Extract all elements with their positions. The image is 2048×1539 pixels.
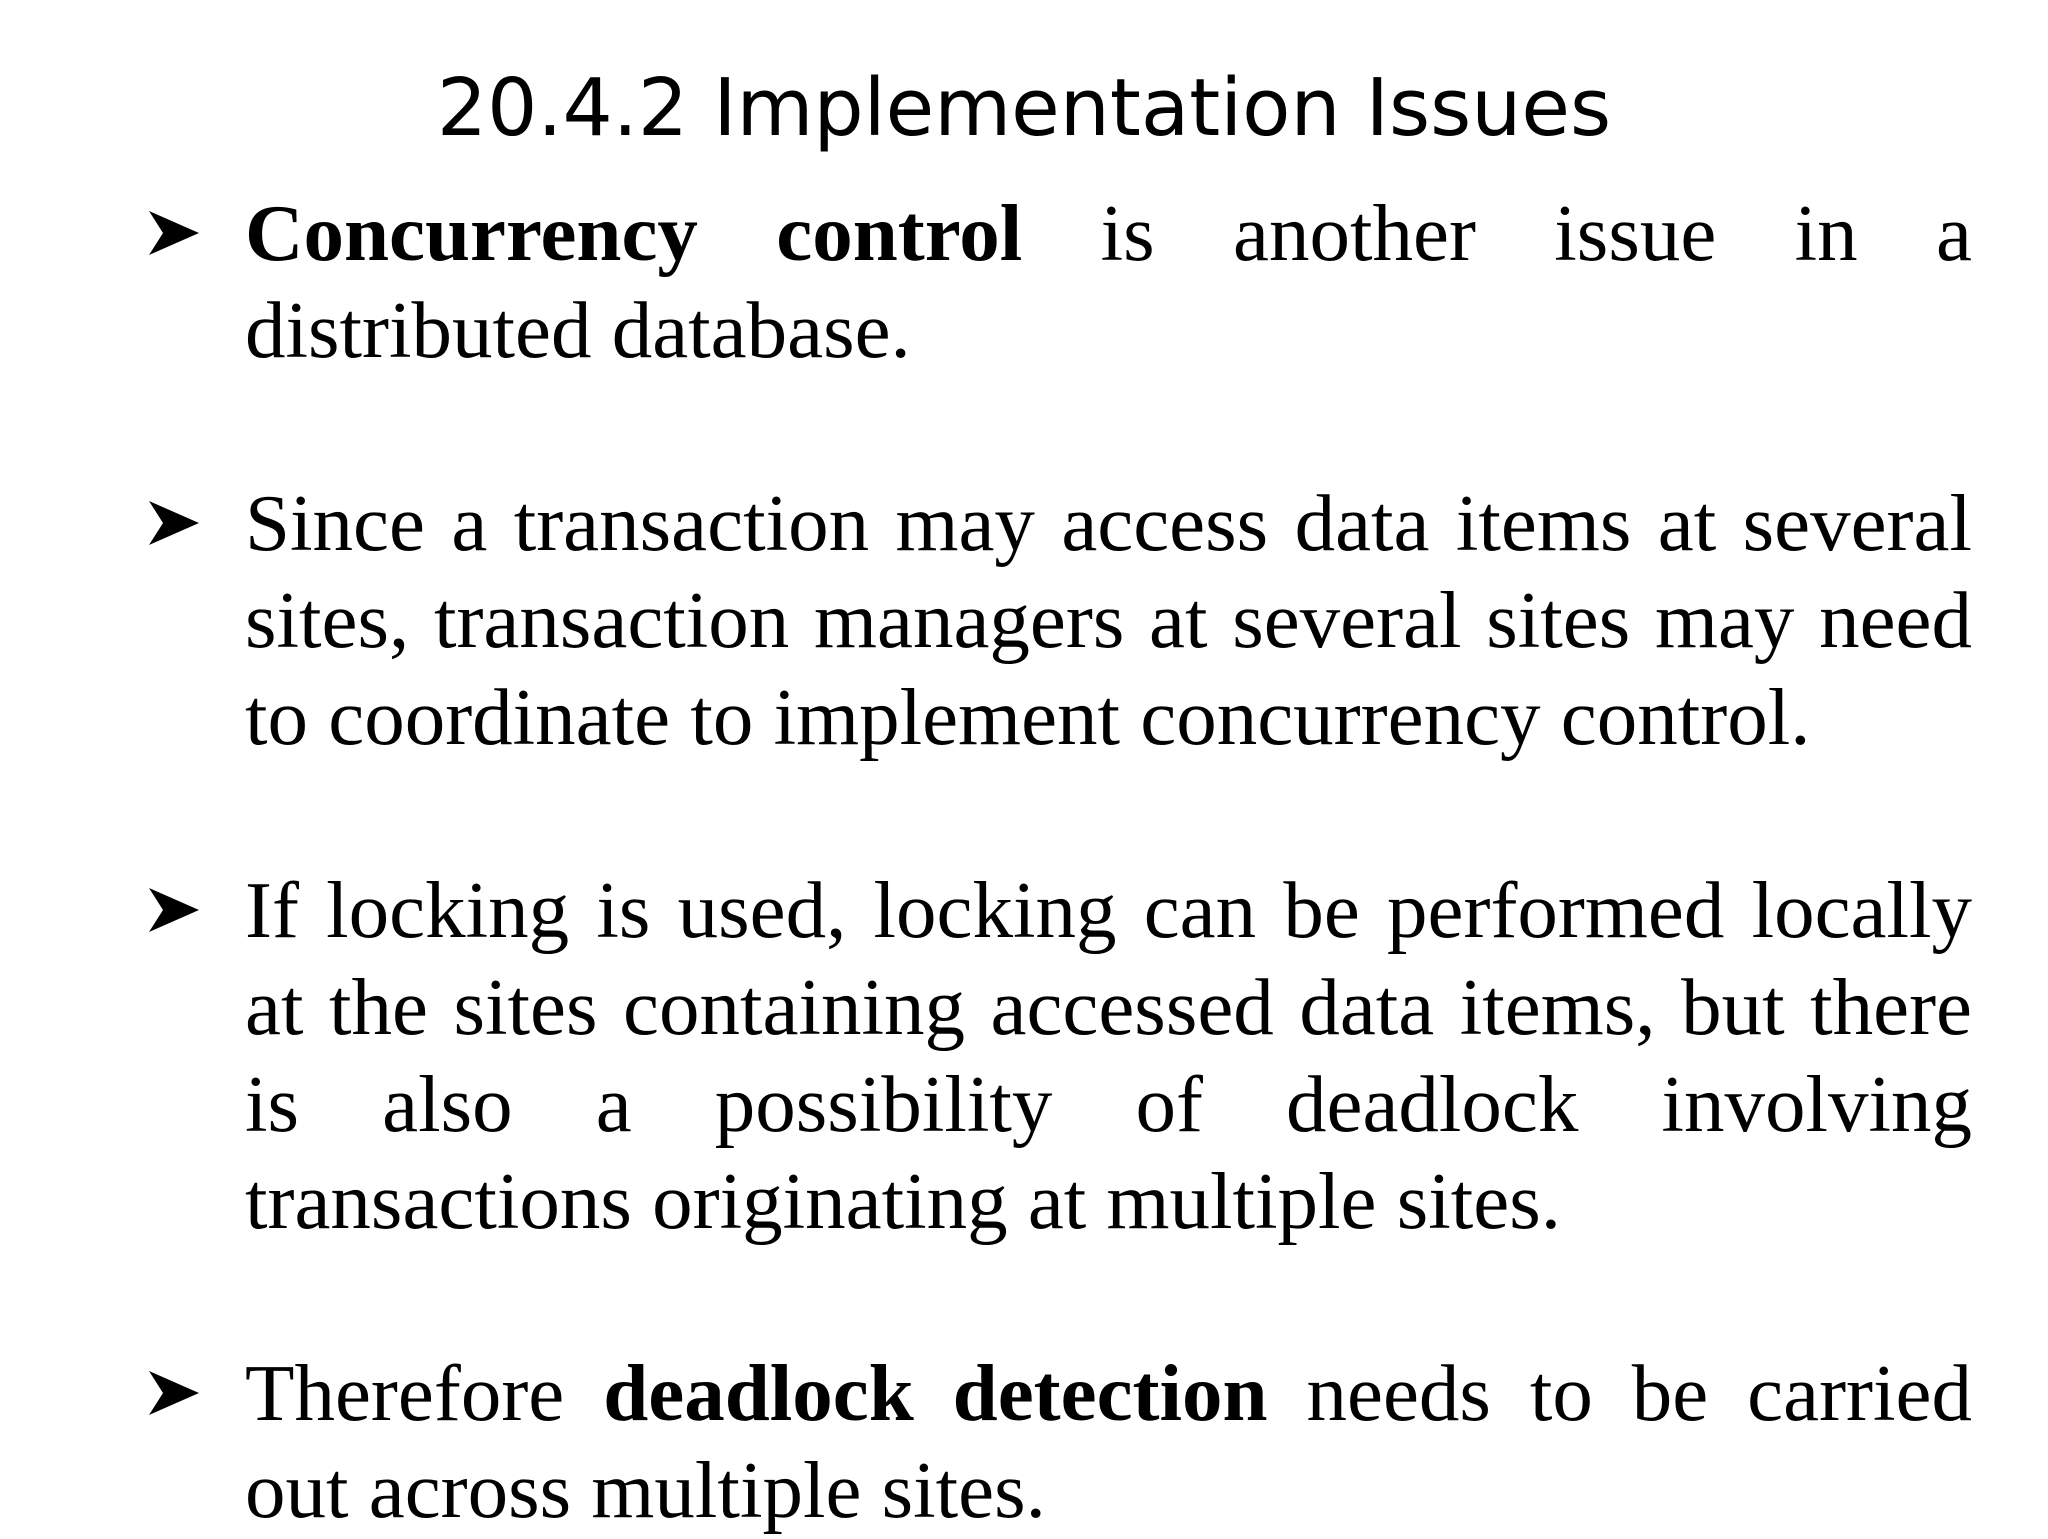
bullet-text: Since a transaction may access data items at several sites, transaction managers at several sites may need to coordinate to implement concurrency control. [245,478,1972,762]
bullet-text-rest: is another issue in a distributed database. [245,188,1972,375]
bullet-text-rest: needs to be carried out across multiple sites. [245,1348,1972,1535]
bold-term: Concurrency control [245,188,1023,278]
bullet-text [245,1345,1972,1539]
slide-title: 20.4.2 Implementation Issues [436,62,1612,154]
bold-term: deadlock detection [603,1348,1268,1438]
arrowhead-bullet-icon [145,205,201,261]
arrowhead-bullet-icon [145,495,201,551]
bullet-text: If locking is used, locking can be performed locally at the sites containing accessed data items, but there is also a possibility of deadlock involving transactions originating at multiple sites. [245,865,1972,1246]
arrowhead-bullet-icon [145,1365,201,1421]
arrowhead-bullet-icon [145,882,201,938]
bullet-text [245,185,1972,379]
bullet-text-lead: Therefore [245,1348,604,1438]
